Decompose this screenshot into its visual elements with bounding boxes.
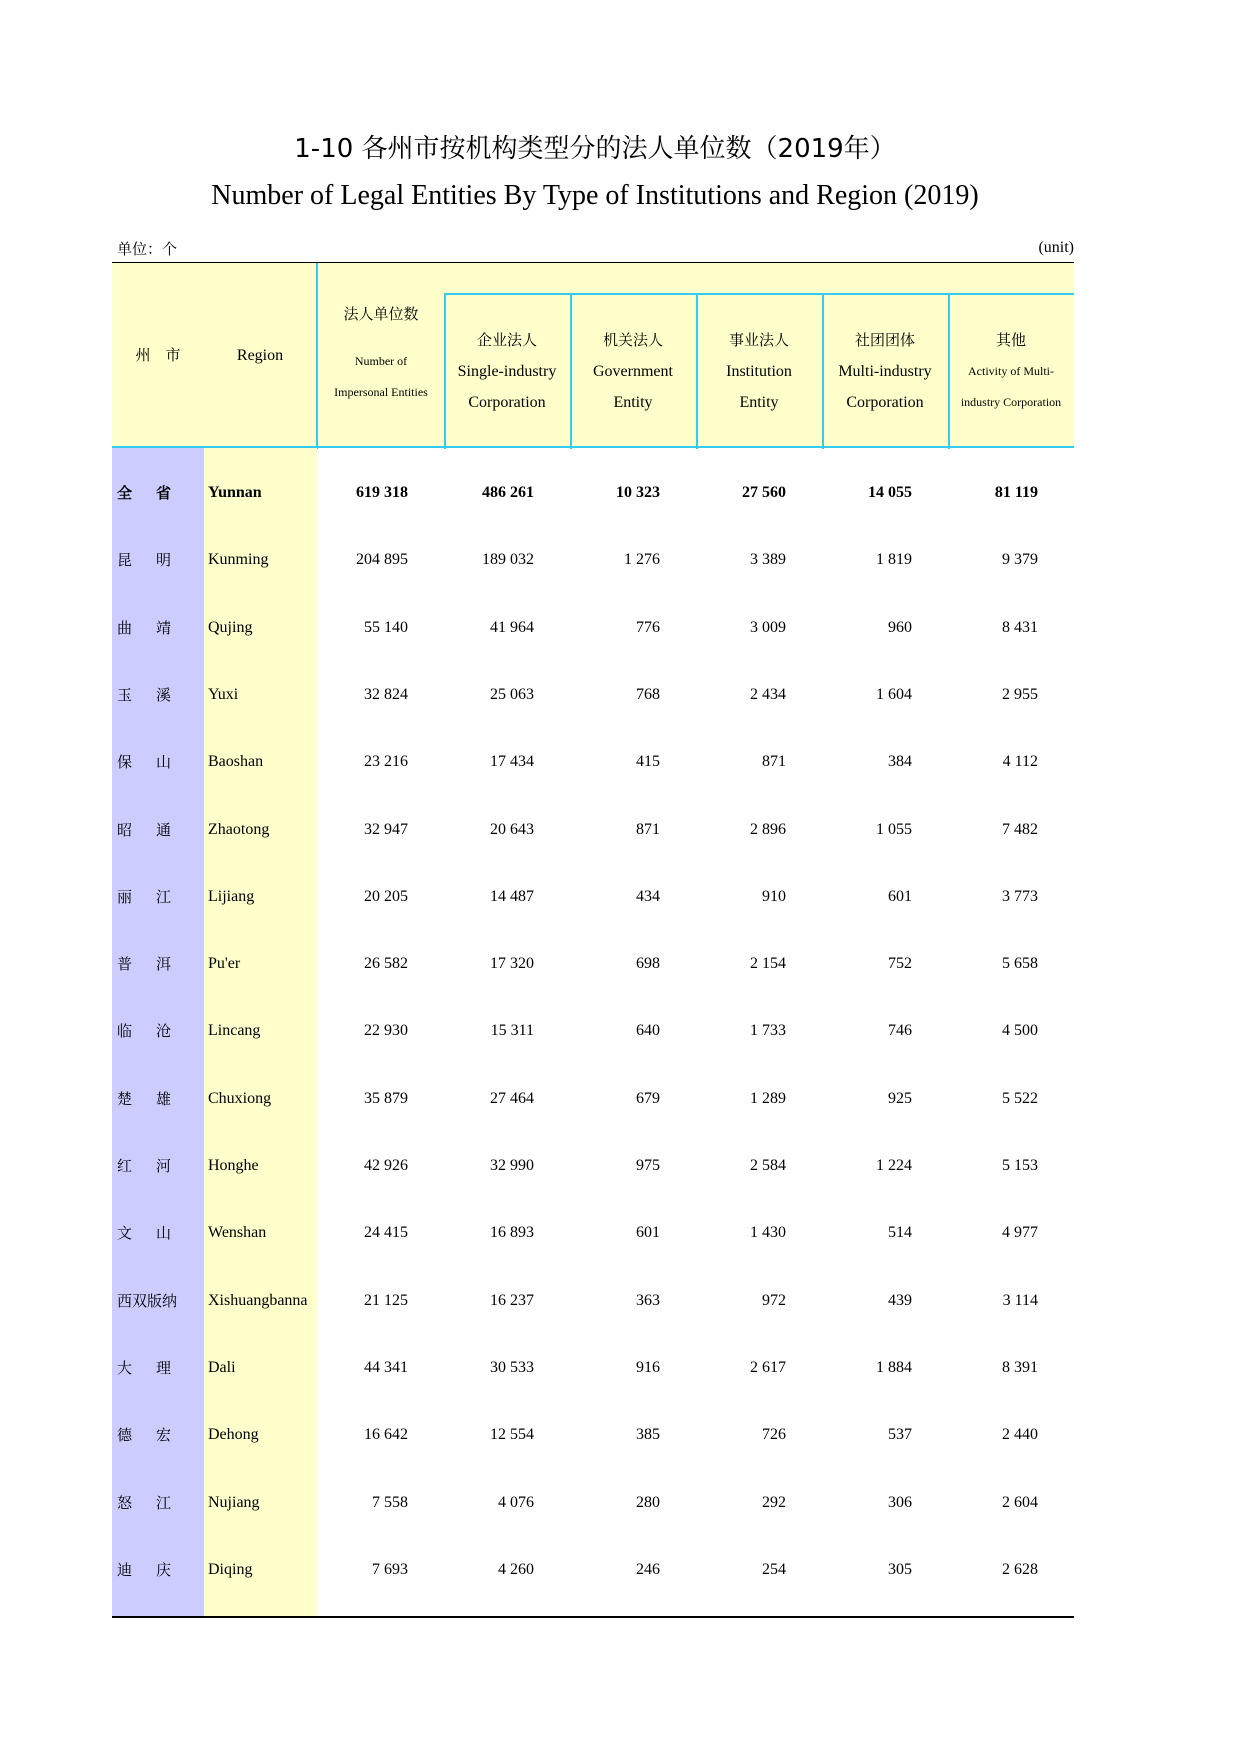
region-name-chinese-char1: 怒: [117, 1493, 133, 1512]
value-cell: 3 114: [1002, 1291, 1038, 1309]
region-name-chinese-char2: 宏: [156, 1426, 172, 1445]
table-header: [112, 262, 1074, 448]
value-cell: 17 434: [490, 753, 534, 771]
value-cell: 2 154: [750, 955, 786, 973]
region-name-chinese-char2: 明: [156, 551, 172, 570]
value-cell: 32 824: [364, 685, 408, 703]
value-cell: 2 955: [1002, 685, 1038, 703]
region-name-english: Yuxi: [208, 685, 239, 703]
value-cell: 1 224: [876, 1157, 912, 1174]
value-cell: 3 009: [750, 618, 786, 636]
value-cell: 14 487: [490, 887, 534, 905]
table-row: [112, 1420, 1074, 1450]
value-cell: 23 216: [364, 753, 408, 771]
value-cell: 7 558: [372, 1493, 408, 1511]
header-region-english: Region: [236, 347, 284, 364]
region-name-chinese-char2: 理: [156, 1358, 172, 1377]
value-cell: 1 819: [876, 551, 912, 569]
value-cell: 726: [762, 1426, 786, 1444]
value-cell: 601: [888, 887, 912, 905]
value-cell: 1 055: [876, 820, 912, 838]
region-name-english: Chuxiong: [208, 1089, 272, 1107]
value-cell: 17 320: [490, 955, 534, 973]
region-name-english: Dali: [208, 1358, 236, 1376]
value-cell: 26 582: [364, 955, 408, 973]
region-name-english: Zhaotong: [208, 820, 270, 838]
table-row: [112, 1286, 1074, 1316]
value-cell: 81 119: [994, 484, 1038, 501]
region-name-chinese-char1: 楚: [117, 1089, 133, 1108]
table-row: [112, 747, 1074, 777]
region-name-chinese-char1: 昭: [117, 820, 133, 839]
value-cell: 537: [888, 1426, 912, 1444]
header-region-chinese: 州 市: [135, 346, 181, 364]
region-name-chinese-char1: 临: [117, 1022, 133, 1041]
region-name-english: Lijiang: [208, 887, 255, 905]
value-cell: 679: [636, 1089, 660, 1107]
value-cell: 2 604: [1002, 1493, 1038, 1511]
value-cell: 4 112: [1002, 753, 1038, 771]
region-name-chinese-char1: 文: [117, 1224, 133, 1243]
value-cell: 1 733: [750, 1022, 786, 1040]
value-cell: 4 500: [1002, 1022, 1038, 1040]
value-cell: 7 482: [1002, 820, 1038, 838]
value-cell: 55 140: [364, 618, 408, 636]
region-name-chinese-char1: 迪: [117, 1560, 133, 1579]
region-name-english: Diqing: [208, 1560, 253, 1578]
value-cell: 434: [636, 887, 660, 905]
value-cell: 16 237: [490, 1291, 534, 1309]
region-name-chinese-char2: 江: [156, 1493, 172, 1512]
value-cell: 2 896: [750, 820, 786, 838]
region-name-chinese-char2: 省: [156, 484, 172, 502]
value-cell: 640: [636, 1022, 660, 1040]
value-cell: 2 440: [1002, 1426, 1038, 1444]
value-cell: 15 311: [490, 1022, 534, 1040]
value-cell: 42 926: [364, 1157, 408, 1174]
region-name-chinese-char2: 溪: [156, 685, 172, 704]
page-title-chinese: 1-10 各州市按机构类型分的法人单位数（2019年）: [294, 134, 896, 164]
header-subdivider: [444, 293, 1074, 295]
value-cell: 204 895: [356, 551, 408, 569]
region-name-chinese-char1: 玉: [117, 685, 133, 704]
region-name-english: Yunnan: [208, 484, 262, 501]
value-cell: 21 125: [364, 1291, 408, 1309]
table-row: [112, 1353, 1074, 1383]
value-cell: 1 289: [750, 1089, 786, 1107]
value-cell: 8 431: [1002, 618, 1038, 636]
unit-label-english: (unit): [1038, 239, 1074, 256]
value-cell: 280: [636, 1493, 660, 1511]
value-cell: 30 533: [490, 1358, 534, 1376]
value-cell: 189 032: [482, 551, 534, 569]
value-cell: 619 318: [356, 484, 408, 501]
region-name-english: Dehong: [208, 1426, 259, 1444]
header-government: 机关法人 Government Entity: [593, 331, 673, 411]
table-row: [112, 1016, 1074, 1046]
value-cell: 1 884: [876, 1358, 912, 1376]
region-name-english: Qujing: [208, 618, 253, 636]
header-social-group: 社团团体 Multi-industry Corporation: [838, 331, 932, 411]
value-cell: 306: [888, 1493, 912, 1511]
table-row: [112, 1084, 1074, 1114]
region-name-chinese-char1: 普: [117, 955, 133, 974]
value-cell: 2 434: [750, 685, 786, 703]
table-bottom-rule: [112, 1616, 1074, 1618]
value-cell: 972: [762, 1291, 786, 1309]
header-enterprise: 企业法人 Single-industry Corporation: [457, 331, 557, 411]
region-name-chinese-char2: 靖: [156, 618, 172, 637]
value-cell: 960: [888, 618, 912, 636]
region-name-english: Xishuangbanna: [208, 1291, 308, 1309]
table-row: [112, 949, 1074, 979]
value-cell: 10 323: [616, 484, 660, 501]
header-institution: 事业法人 Institution Entity: [726, 331, 792, 411]
region-name-chinese-char2: 洱: [156, 955, 172, 974]
value-cell: 3 773: [1002, 887, 1038, 905]
value-cell: 25 063: [490, 685, 534, 703]
region-name-chinese-char1: 曲: [117, 618, 133, 637]
value-cell: 246: [636, 1560, 660, 1578]
table-row: [112, 1151, 1074, 1181]
value-cell: 1 276: [624, 551, 660, 569]
table-row: [112, 680, 1074, 710]
value-cell: 12 554: [490, 1426, 534, 1444]
value-cell: 776: [636, 618, 660, 636]
page-title-english: Number of Legal Entities By Type of Institutions and Region (2019): [211, 180, 979, 211]
value-cell: 746: [888, 1022, 912, 1040]
region-name-chinese-char2: 通: [156, 820, 172, 839]
value-cell: 16 642: [364, 1426, 408, 1444]
value-cell: 514: [888, 1224, 912, 1242]
value-cell: 24 415: [364, 1224, 408, 1242]
region-name-chinese-char2: 雄: [156, 1089, 172, 1108]
value-cell: 2 628: [1002, 1560, 1038, 1578]
region-name-english: Pu'er: [208, 955, 241, 973]
value-cell: 910: [762, 887, 786, 905]
value-cell: 439: [888, 1291, 912, 1309]
region-name-english: Baoshan: [208, 753, 264, 771]
value-cell: 4 076: [498, 1493, 534, 1511]
region-name-chinese-char2: 河: [156, 1157, 172, 1175]
table-row: [112, 815, 1074, 845]
region-name-chinese-char1: 保: [117, 753, 133, 772]
region-name-chinese-char2: 庆: [156, 1560, 172, 1579]
value-cell: 4 260: [498, 1560, 534, 1578]
value-cell: 20 643: [490, 820, 534, 838]
region-name-chinese-char1: 德: [117, 1426, 133, 1445]
value-cell: 44 341: [364, 1358, 408, 1376]
value-cell: 27 560: [742, 484, 786, 501]
value-cell: 305: [888, 1560, 912, 1578]
value-cell: 254: [762, 1560, 786, 1578]
value-cell: 32 947: [364, 820, 408, 838]
region-name-chinese-char1: 丽: [117, 887, 133, 906]
value-cell: 14 055: [868, 484, 912, 501]
region-name-english: Lincang: [208, 1022, 261, 1040]
header-other: 其他 Activity of Multi- industry Corporation: [960, 331, 1062, 409]
value-cell: 698: [636, 955, 660, 973]
value-cell: 2 617: [750, 1358, 786, 1376]
value-cell: 871: [636, 820, 660, 838]
value-cell: 22 930: [364, 1022, 408, 1040]
value-cell: 292: [762, 1493, 786, 1511]
header-total: 法人单位数 Number of Impersonal Entities: [334, 305, 428, 399]
region-name-english: Honghe: [208, 1157, 259, 1174]
value-cell: 4 977: [1002, 1224, 1038, 1242]
region-name-english: Nujiang: [208, 1493, 260, 1511]
value-cell: 385: [636, 1426, 660, 1444]
table-row: [112, 613, 1074, 643]
value-cell: 1 604: [876, 685, 912, 703]
value-cell: 5 153: [1002, 1157, 1038, 1174]
region-name-chinese-char2: 江: [156, 887, 172, 906]
table-row: [112, 1218, 1074, 1248]
value-cell: 16 893: [490, 1224, 534, 1242]
value-cell: 27 464: [490, 1089, 534, 1107]
region-name-chinese-char2: 山: [156, 1224, 172, 1243]
table-row: [112, 882, 1074, 912]
value-cell: 916: [636, 1358, 660, 1376]
data-table: [112, 262, 1074, 1618]
region-name-english: Wenshan: [208, 1224, 267, 1242]
value-cell: 2 584: [750, 1157, 786, 1174]
unit-label-chinese: 单位：个: [117, 240, 178, 258]
table-row: [112, 1555, 1074, 1585]
value-cell: 384: [888, 753, 912, 771]
value-cell: 5 522: [1002, 1089, 1038, 1107]
region-name-chinese-char1: 红: [117, 1157, 133, 1175]
region-name-chinese-char2: 沧: [156, 1022, 172, 1041]
table-row: [112, 545, 1074, 575]
region-name-chinese-char1: 全: [117, 484, 133, 502]
table-row: [112, 1488, 1074, 1518]
value-cell: 7 693: [372, 1560, 408, 1578]
region-name-english: Kunming: [208, 551, 269, 569]
value-cell: 8 391: [1002, 1358, 1038, 1376]
value-cell: 415: [636, 753, 660, 771]
region-name-chinese-char1: 昆: [117, 551, 133, 570]
value-cell: 925: [888, 1089, 912, 1107]
region-name-chinese-char1: 大: [117, 1358, 133, 1377]
region-name-chinese: 西双版纳: [117, 1291, 178, 1310]
value-cell: 601: [636, 1224, 660, 1242]
value-cell: 20 205: [364, 887, 408, 905]
value-cell: 752: [888, 955, 912, 973]
value-cell: 41 964: [490, 618, 534, 636]
value-cell: 975: [636, 1157, 660, 1174]
value-cell: 9 379: [1002, 551, 1038, 569]
region-name-chinese-char2: 山: [156, 753, 172, 772]
value-cell: 486 261: [482, 484, 534, 501]
value-cell: 768: [636, 685, 660, 703]
value-cell: 871: [762, 753, 786, 771]
value-cell: 35 879: [364, 1089, 408, 1107]
value-cell: 363: [636, 1291, 660, 1309]
value-cell: 1 430: [750, 1224, 786, 1242]
value-cell: 5 658: [1002, 955, 1038, 973]
value-cell: 32 990: [490, 1157, 534, 1174]
table-row: [112, 478, 1074, 508]
value-cell: 3 389: [750, 551, 786, 569]
